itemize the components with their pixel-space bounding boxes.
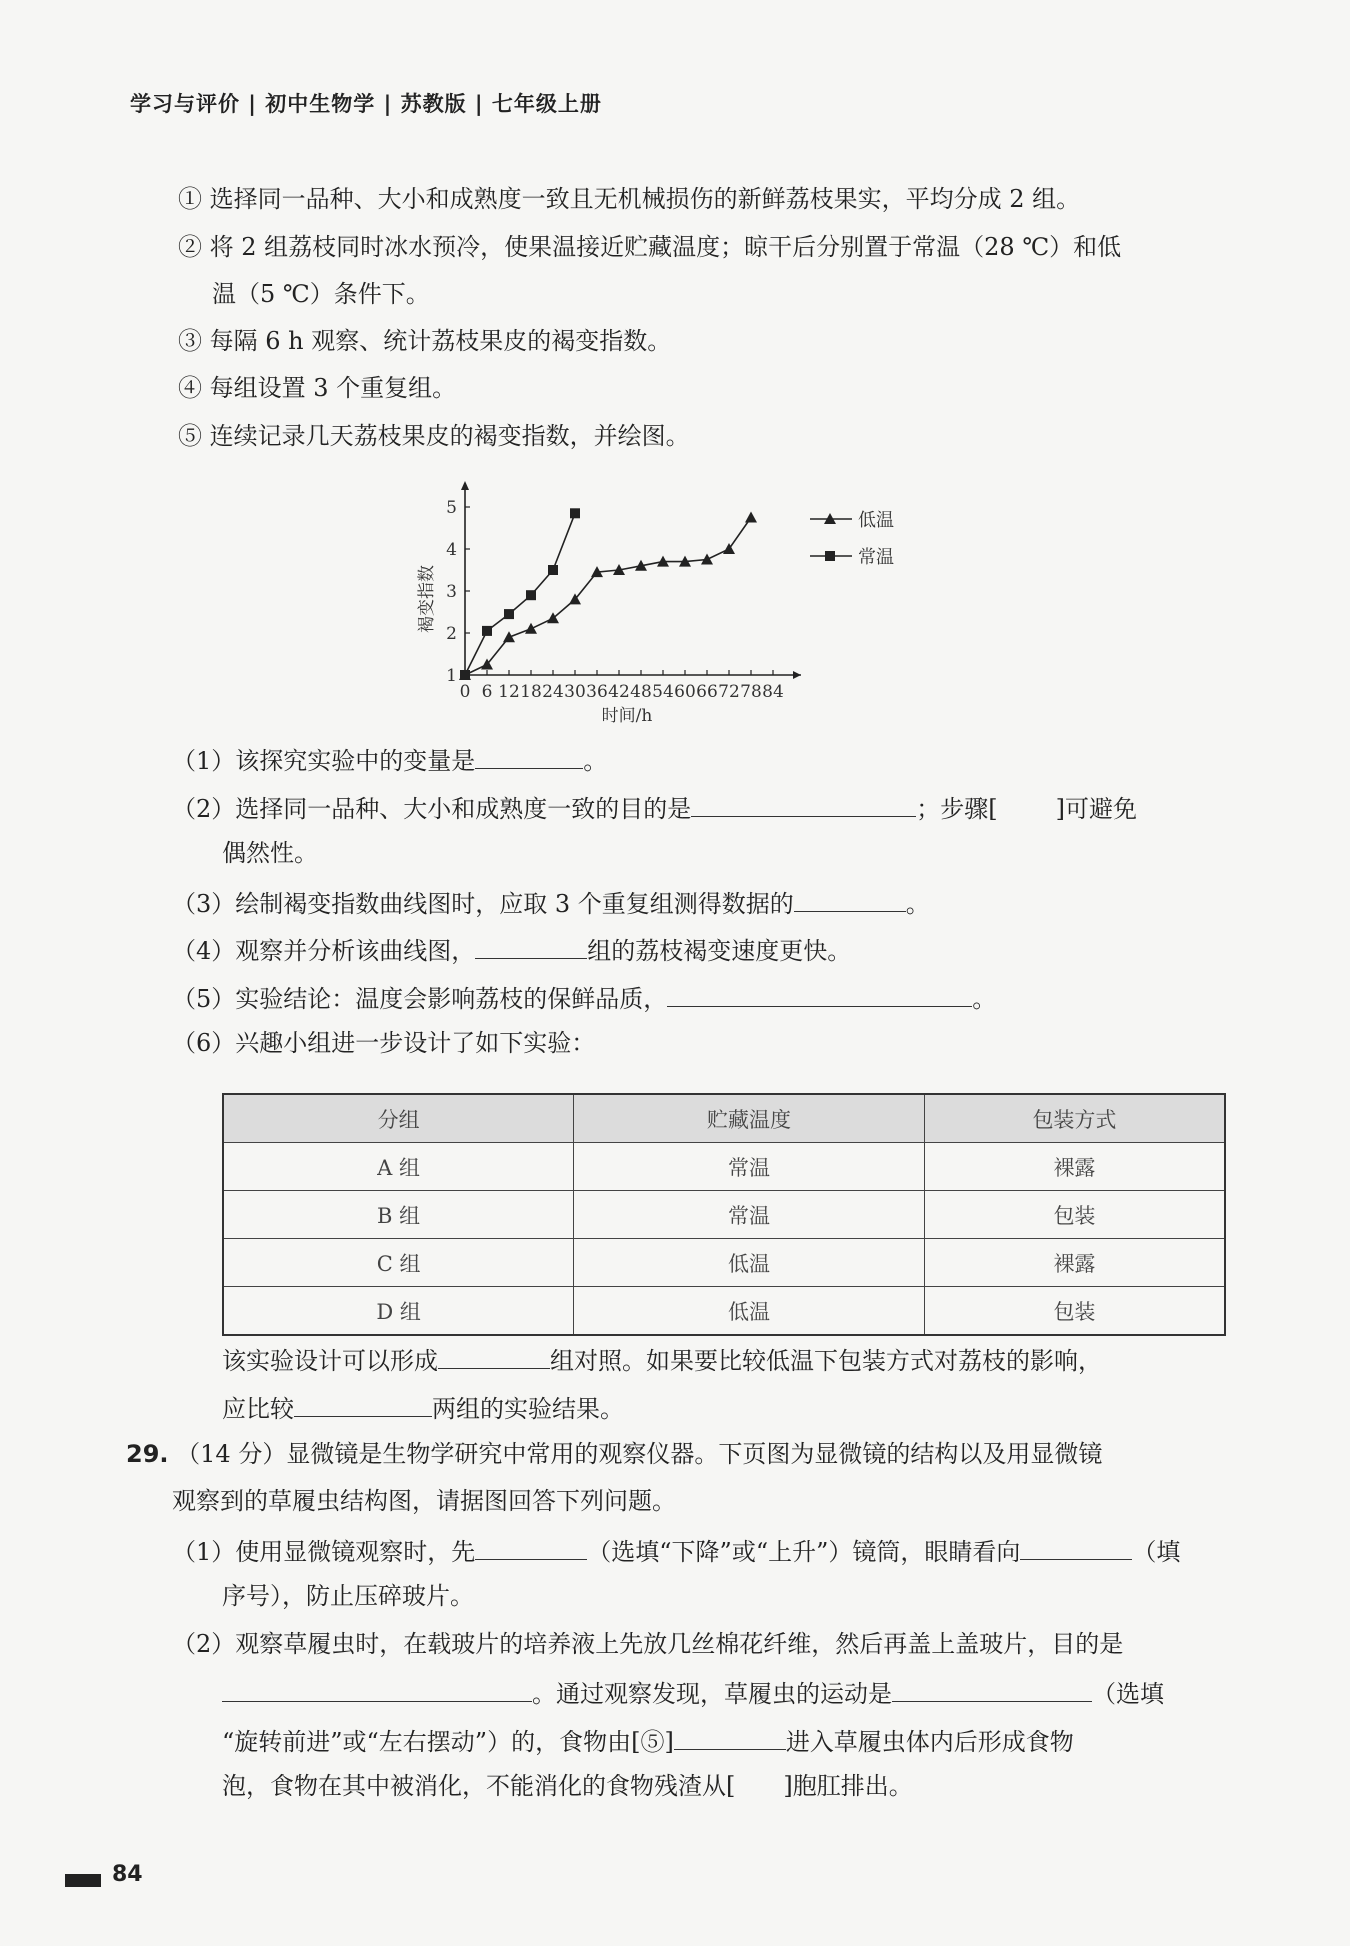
q2-text-end: ]可避免 [1055, 795, 1138, 823]
q3-blank[interactable] [794, 885, 906, 912]
x-tick-label: 30 [564, 682, 586, 702]
table-cell: D 组 [223, 1287, 574, 1336]
q29-sub-2-line-3 [222, 1723, 1074, 1758]
y-tick-label: 5 [446, 498, 457, 518]
y-axis-label: 褐变指数 [417, 565, 437, 633]
table-cell: 包装 [924, 1191, 1225, 1239]
q1-text: （1）该探究实验中的变量是 [172, 747, 476, 775]
x-tick-label: 24 [542, 682, 564, 702]
q5-end: 。 [972, 985, 997, 1013]
q29-2-waste-text-end: ]胞肛排出。 [783, 1772, 913, 1800]
page-number: 84 [112, 1862, 143, 1887]
question-5 [172, 980, 996, 1015]
q29-sub-2-line-4 [222, 1770, 913, 1802]
x-tick-label: 60 [674, 682, 696, 702]
followup-2-text: 应比较 [222, 1395, 294, 1423]
q5-text: （5）实验结论：温度会影响荔枝的保鲜品质， [172, 985, 668, 1013]
data-point-triangle [723, 543, 735, 554]
control-groups-blank[interactable] [438, 1342, 550, 1369]
table-header: 贮藏温度 [574, 1094, 925, 1143]
x-tick-label: 54 [652, 682, 674, 702]
x-tick-label: 18 [520, 682, 542, 702]
q29-2-text-end: （选填 [1092, 1680, 1164, 1708]
data-point-triangle [525, 623, 537, 634]
table-cell: 低温 [574, 1287, 925, 1336]
followup-1-text-end: 组对照。如果要比较低温下包装方式对荔枝的影响， [550, 1347, 1102, 1375]
table-header: 包装方式 [924, 1094, 1225, 1143]
step-5: ⑤ 连续记录几天荔枝果皮的褐变指数，并绘图。 [178, 422, 690, 450]
question-6: （6）兴趣小组进一步设计了如下实验： [172, 1029, 596, 1057]
table-cell: 裸露 [924, 1143, 1225, 1191]
q29-1-blank-direction[interactable] [475, 1533, 587, 1560]
table-row [223, 1287, 1225, 1336]
table-followup-2 [222, 1390, 624, 1425]
table-cell: B 组 [223, 1191, 574, 1239]
q3-text: （3）绘制褐变指数曲线图时，应取 3 个重复组测得数据的 [172, 890, 794, 918]
table-cell: 常温 [574, 1191, 925, 1239]
q4-text: （4）观察并分析该曲线图， [172, 937, 476, 965]
x-tick-label: 72 [718, 682, 740, 702]
q29-2-text-mid: 。通过观察发现，草履虫的运动是 [532, 1680, 892, 1708]
data-point-square [460, 670, 470, 680]
x-tick-label: 36 [586, 682, 608, 702]
q4-text-end: 组的荔枝褐变速度更快。 [587, 937, 852, 965]
data-point-square [504, 609, 514, 619]
experiment-table [222, 1093, 1226, 1336]
data-point-triangle [745, 512, 757, 523]
q29-sub-1-cont: 序号），防止压碎玻片。 [222, 1582, 474, 1610]
table-row [223, 1191, 1225, 1239]
legend-label: 低温 [858, 510, 894, 531]
followup-1-text: 该实验设计可以形成 [222, 1347, 438, 1375]
legend-label: 常温 [858, 547, 894, 568]
x-axis-arrow [793, 671, 801, 679]
series-line-triangle [465, 518, 751, 676]
table-header: 分组 [223, 1094, 574, 1143]
x-tick-label: 78 [740, 682, 762, 702]
data-point-triangle [503, 631, 515, 642]
x-tick-label: 0 [459, 682, 471, 702]
x-tick-label: 66 [696, 682, 718, 702]
q4-blank[interactable] [475, 932, 587, 959]
q29-1-text-end: （填 [1132, 1538, 1181, 1566]
q29-2-blank-structure[interactable] [674, 1723, 786, 1750]
question-29-intro [126, 1438, 1102, 1470]
step-1: ① 选择同一品种、大小和成熟度一致且无机械损伤的新鲜荔枝果实，平均分成 2 组。 [178, 185, 1081, 213]
data-point-square [548, 565, 558, 575]
table-cell: 包装 [924, 1287, 1225, 1336]
x-tick-label: 6 [481, 682, 493, 702]
x-tick-label: 48 [630, 682, 652, 702]
table-row [223, 1143, 1225, 1191]
x-tick-label: 42 [608, 682, 630, 702]
q29-2-blank-motion[interactable] [892, 1675, 1092, 1702]
question-29-number: 29. [126, 1440, 169, 1468]
q1-end: 。 [583, 747, 608, 775]
q2-text: （2）选择同一品种、大小和成熟度一致的目的是 [172, 795, 692, 823]
running-header: 学习与评价 | 初中生物学 | 苏教版 | 七年级上册 [130, 92, 602, 116]
compare-groups-blank[interactable] [294, 1390, 432, 1417]
data-point-square [526, 590, 536, 600]
table-cell: 裸露 [924, 1239, 1225, 1287]
data-point-triangle [701, 554, 713, 565]
q29-1-text: （1）使用显微镜观察时，先 [172, 1538, 476, 1566]
q29-sub-1 [172, 1533, 1180, 1568]
x-tick-label: 84 [762, 682, 784, 702]
table-cell: C 组 [223, 1239, 574, 1287]
y-tick-label: 1 [446, 666, 457, 686]
q2-step-label: ；步骤[ [916, 795, 998, 823]
y-axis-arrow [461, 481, 469, 490]
q29-sub-2: （2）观察草履虫时，在载玻片的培养液上先放几丝棉花纤维，然后再盖上盖玻片，目的是 [172, 1630, 1124, 1658]
y-tick-label: 3 [446, 582, 457, 602]
question-2 [172, 790, 1137, 825]
q1-blank[interactable] [475, 742, 583, 769]
q29-2-food-text-end: 进入草履虫体内后形成食物 [785, 1728, 1074, 1756]
question-4 [172, 932, 851, 967]
y-tick-label: 2 [446, 624, 457, 644]
step-4: ④ 每组设置 3 个重复组。 [178, 374, 457, 402]
question-29-line-1: （14 分）显微镜是生物学研究中常用的观察仪器。下页图为显微镜的结构以及用显微镜 [176, 1440, 1103, 1468]
followup-2-text-end: 两组的实验结果。 [432, 1395, 624, 1423]
browning-index-chart [410, 475, 950, 735]
x-axis-label: 时间/h [601, 706, 653, 726]
q5-blank[interactable] [667, 980, 972, 1007]
y-tick-label: 4 [446, 540, 457, 560]
q3-end: 。 [905, 890, 930, 918]
question-2-cont: 偶然性。 [222, 839, 318, 867]
q2-blank-purpose[interactable] [691, 790, 916, 817]
q29-2-waste-text: 泡，食物在其中被消化，不能消化的食物残渣从[ [222, 1772, 736, 1800]
data-point-square [570, 508, 580, 518]
data-point-square [482, 626, 492, 636]
question-3 [172, 885, 930, 920]
legend-marker-square [825, 551, 835, 561]
table-header-row [223, 1094, 1225, 1143]
question-29-line-2: 观察到的草履虫结构图，请据图回答下列问题。 [172, 1487, 676, 1515]
question-1 [172, 742, 607, 777]
step-3: ③ 每隔 6 h 观察、统计荔枝果皮的褐变指数。 [178, 327, 672, 355]
x-tick-label: 12 [498, 682, 520, 702]
table-cell: A 组 [223, 1143, 574, 1191]
footer-bar [65, 1874, 101, 1887]
series-line-square [465, 513, 575, 675]
table-cell: 低温 [574, 1239, 925, 1287]
q29-1-text-mid: （选填“下降”或“上升”）镜筒，眼睛看向 [587, 1538, 1021, 1566]
q29-sub-2-line-2 [222, 1675, 1164, 1710]
q29-2-blank-purpose[interactable] [222, 1675, 532, 1702]
q29-2-food-text: “旋转前进”或“左右摆动”）的，食物由[⑤] [222, 1728, 674, 1756]
table-cell: 常温 [574, 1143, 925, 1191]
step-2-cont: 温（5 ℃）条件下。 [212, 280, 430, 308]
step-2: ② 将 2 组荔枝同时冰水预冷，使果温接近贮藏温度；晾干后分别置于常温（28 ℃）和低 [178, 233, 1122, 261]
table-followup-1 [222, 1342, 1102, 1377]
table-row [223, 1239, 1225, 1287]
q29-1-blank-number[interactable] [1020, 1533, 1132, 1560]
